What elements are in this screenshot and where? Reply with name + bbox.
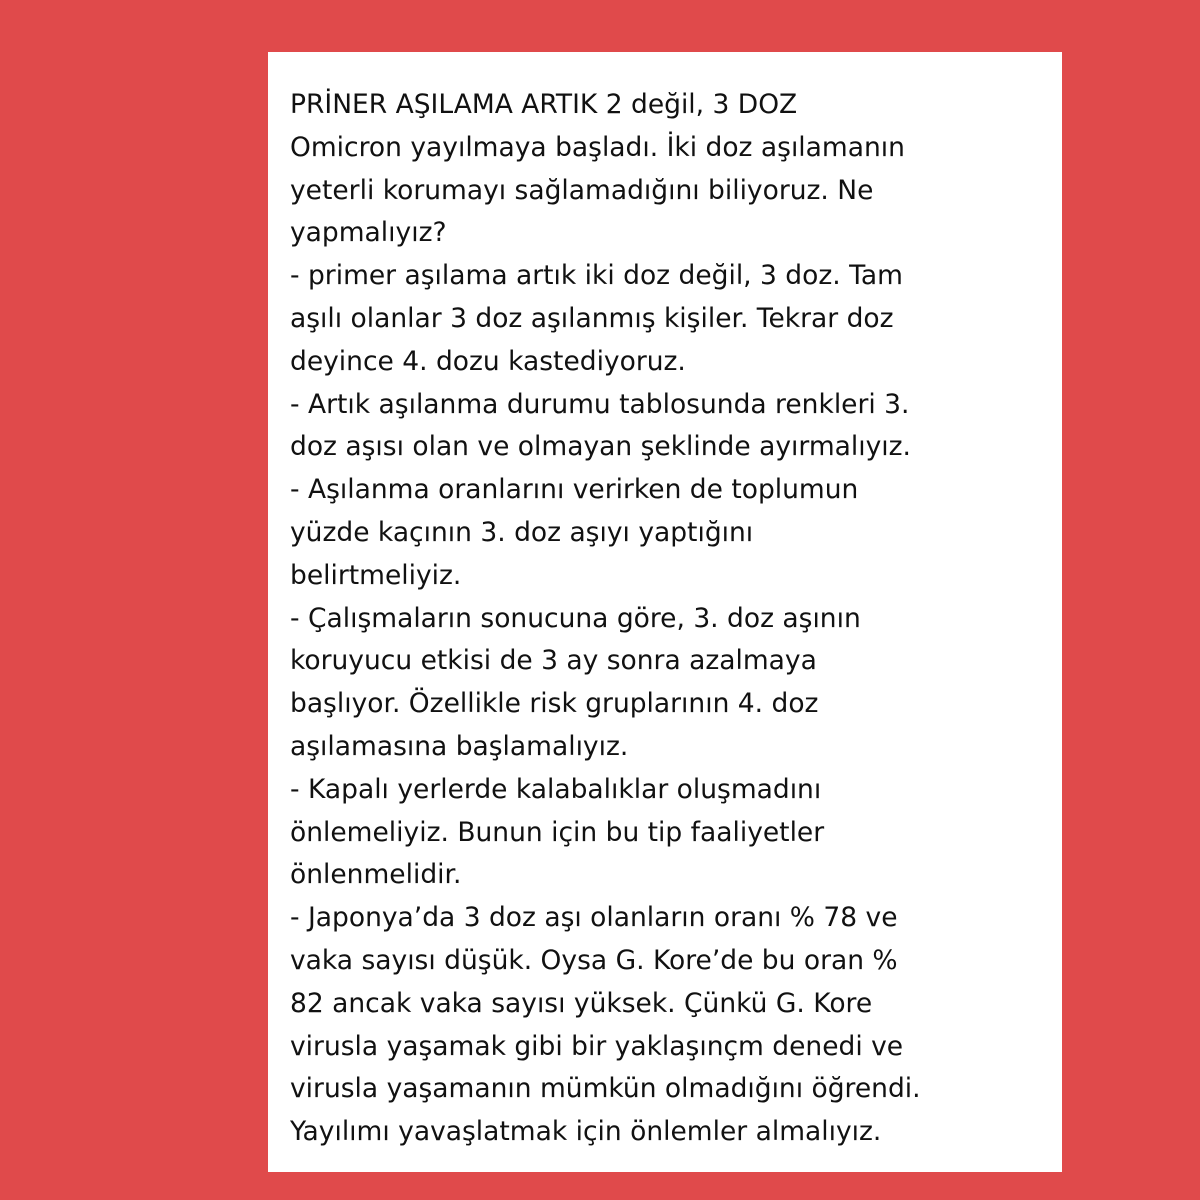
- text-line: Yayılımı yavaşlatmak için önlemler almalıyız.: [290, 1116, 882, 1148]
- text-line: virusla yaşamak gibi bir yaklaşınçm denedi ve: [290, 1030, 904, 1062]
- text-line: virusla yaşamanın mümkün olmadığını öğrendi.: [290, 1073, 921, 1105]
- text-line: önlemeliyiz. Bunun için bu tip faaliyetler: [290, 816, 825, 848]
- text-line: yeterli korumayı sağlamadığını biliyoruz. Ne: [290, 174, 874, 206]
- text-line: - Kapalı yerlerde kalabalıklar oluşmadını: [290, 773, 822, 805]
- text-line: Omicron yayılmaya başladı. İki doz aşılamanın: [290, 131, 905, 163]
- text-line: yapmalıyız?: [290, 217, 447, 249]
- text-card: [268, 52, 1062, 1172]
- text-line: yüzde kaçının 3. doz aşıyı yaptığını: [290, 516, 754, 548]
- text-line: önlenmelidir.: [290, 859, 462, 891]
- text-line: başlıyor. Özellikle risk gruplarının 4. doz: [290, 688, 819, 720]
- text-line: doz aşısı olan ve olmayan şeklinde ayırmalıyız.: [290, 431, 911, 463]
- text-line: belirtmeliyiz.: [290, 559, 462, 591]
- text-line: - Japonya’da 3 doz aşı olanların oranı % 78 ve: [290, 902, 898, 934]
- document-text: [290, 84, 1058, 1154]
- text-line: koruyucu etkisi de 3 ay sonra azalmaya: [290, 645, 817, 677]
- text-line: - Çalışmaların sonucuna göre, 3. doz aşının: [290, 602, 861, 634]
- text-line: 82 ancak vaka sayısı yüksek. Çünkü G. Kore: [290, 987, 873, 1019]
- text-line: - Artık aşılanma durumu tablosunda renkleri 3.: [290, 388, 910, 420]
- text-line: PRİNER AŞILAMA ARTIK 2 değil, 3 DOZ: [290, 89, 798, 120]
- text-line: vaka sayısı düşük. Oysa G. Kore’de bu oran %: [290, 944, 898, 976]
- text-line: aşılamasına başlamalıyız.: [290, 730, 629, 762]
- text-line: aşılı olanlar 3 doz aşılanmış kişiler. Tekrar doz: [290, 302, 894, 334]
- text-line: deyince 4. dozu kastediyoruz.: [290, 345, 686, 377]
- text-line: - Aşılanma oranlarını verirken de toplumun: [290, 474, 859, 506]
- text-line: - primer aşılama artık iki doz değil, 3 doz. Tam: [290, 260, 903, 292]
